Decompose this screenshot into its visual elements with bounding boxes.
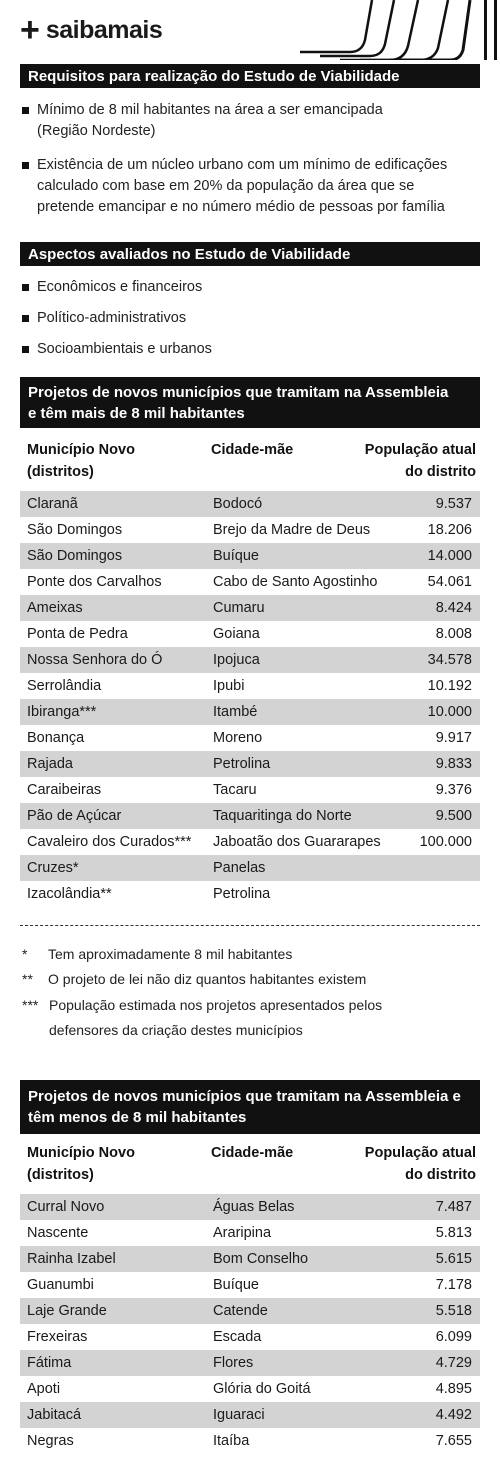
table-row: Ameixas Cumaru 8.424 <box>20 595 480 621</box>
bullet-square-icon <box>22 346 29 353</box>
bullet-item: Político-administrativos <box>20 308 480 329</box>
section-title-menos-8-mil: Projetos de novos municípios que tramitam na Assembleia e têm menos de 8 mil habitantes <box>20 1080 480 1134</box>
column-header-cidade-mae: Cidade-mãe <box>211 442 294 458</box>
bullet-square-icon <box>22 107 29 114</box>
table-row: São Domingos Buíque 14.000 <box>20 543 480 569</box>
brand-word-saiba: saiba <box>45 15 108 44</box>
table-row: Curral Novo Águas Belas 7.487 <box>20 1194 480 1220</box>
bullet-item: Existência de um núcleo urbano com um mínimo de edificações calculado com base em 20% da população da área que se pretende emancipar e no número médio de pessoas por família <box>20 155 480 218</box>
table-row: Cavaleiro dos Curados*** Jaboatão dos Guararapes 100.000 <box>27 834 472 850</box>
table-row: Rajada Petrolina 9.833 <box>20 751 480 777</box>
table-row: Guanumbi Buíque 7.178 <box>27 1277 472 1293</box>
column-header-populacao: População atual do distrito <box>364 1145 476 1183</box>
dashed-divider <box>20 925 480 926</box>
table-row: Nossa Senhora do Ó Ipojuca 34.578 <box>20 647 480 673</box>
section-title-aspectos: Aspectos avaliados no Estudo de Viabilidade <box>20 242 480 266</box>
bullet-item: Econômicos e financeiros <box>20 277 480 298</box>
table-row: Pão de Açúcar Taquaritinga do Norte 9.500 <box>20 803 480 829</box>
table-row: São Domingos Brejo da Madre de Deus 18.206 <box>27 522 472 538</box>
section-title-mais-8-mil: Projetos de novos municípios que tramitam na Assembleia e têm mais de 8 mil habitantes <box>20 377 480 428</box>
table-row: Caraibeiras Tacaru 9.376 <box>27 782 472 798</box>
table-row: Bonança Moreno 9.917 <box>27 730 472 746</box>
table-row: Nascente Araripina 5.813 <box>27 1225 472 1241</box>
section-title-requisitos: Requisitos para realização do Estudo de Viabilidade <box>20 64 480 88</box>
table-row: Fátima Flores 4.729 <box>20 1350 480 1376</box>
column-header-municipio: Município Novo (distritos) <box>27 442 135 480</box>
column-header-cidade-mae: Cidade-mãe <box>211 1145 294 1161</box>
decorative-lines <box>300 0 500 60</box>
brand-logo <box>20 11 163 49</box>
bullet-square-icon <box>22 162 29 169</box>
table-row: Ibiranga*** Itambé 10.000 <box>20 699 480 725</box>
table-row: Cruzes* Panelas <box>20 855 480 881</box>
bullet-square-icon <box>22 284 29 291</box>
column-header-municipio: Município Novo (distritos) <box>27 1145 135 1183</box>
table-row: Ponte dos Carvalhos Cabo de Santo Agostinho 54.061 <box>27 574 472 590</box>
bullet-item: Socioambientais e urbanos <box>20 339 480 360</box>
table-row: Negras Itaíba 7.655 <box>27 1433 472 1449</box>
infographic: + saiba mais Requisitos para realização do Estudo de Viabilidade Mínimo de 8 mil habitantes na área a ser emancipada (Região Nordeste) Existência de um núcleo urbano com um mínimo de edificações calculado com base em 20% da população da área que se pretende emancipar e no número médio de pessoas por família Aspectos avaliados no Estudo de Viabilidade Econômicos e financeiros Político-administrativos Socioambientais e urbanos Projetos de novos municípios que tramitam na Assembleia e têm mais de 8 mil habitantes Município Novo (distritos) Cidade-mãe População atual do distrito Claranã Bodocó 9.537 São Domingos Brejo da Madre de Deus 18.206 São Domingos Buíque 14.000 Ponte dos Carvalhos Cabo de Santo Agostinho 54.061 Ameixas Cumaru 8.424 Ponta de Pedra Goiana 8.008 Nossa Senhora do Ó Ipojuca 34.578 Serrolândia Ipubi 10.192 Ibiranga*** Itambé 10.000 Bonança Moreno 9.917 Rajada Petrolina 9.833 Caraibeiras Tacaru 9.376 Pão de Açúcar Taquaritinga do Norte 9.500 Cavaleiro dos Curados*** Jaboatão dos Guararapes 100.000 Cruzes* Panelas Izacolândia** Petrolina * Tem aproximadamente 8 mil habitantes ** O projeto de lei não diz quantos habitantes existem *** População estimada nos projetos apresentados pelos defensores da criação destes municípios Projetos de novos municípios que tramitam na Assembleia e têm menos de 8 mil habitantes Município Novo (distritos) Cidade-mãe População atual do distrito Curral Novo Águas Belas 7.487 Nascente Araripina 5.813 Rainha Izabel Bom Conselho 5.615 Guanumbi Buíque 7.178 Laje Grande Catende 5.518 Frexeiras Escada 6.099 Fátima Flores 4.729 Apoti Glória do Goitá 4.895 Jabitacá Iguaraci 4.492 Negras Itaíba 7.655 <box>0 0 500 1470</box>
column-header-populacao: População atual do distrito <box>364 442 476 480</box>
plus-icon: + <box>20 11 40 49</box>
table-row: Apoti Glória do Goitá 4.895 <box>27 1381 472 1397</box>
table-row: Frexeiras Escada 6.099 <box>27 1329 472 1345</box>
brand-word-mais: mais <box>107 15 163 44</box>
bullet-item: Mínimo de 8 mil habitantes na área a ser emancipada (Região Nordeste) <box>20 100 480 142</box>
table-row: Claranã Bodocó 9.537 <box>20 491 480 517</box>
table-row: Serrolândia Ipubi 10.192 <box>27 678 472 694</box>
table-row: Laje Grande Catende 5.518 <box>20 1298 480 1324</box>
table-row: Jabitacá Iguaraci 4.492 <box>20 1402 480 1428</box>
table-row: Rainha Izabel Bom Conselho 5.615 <box>20 1246 480 1272</box>
table-row: Izacolândia** Petrolina <box>27 886 271 902</box>
table-row: Ponta de Pedra Goiana 8.008 <box>27 626 472 642</box>
bullet-square-icon <box>22 315 29 322</box>
